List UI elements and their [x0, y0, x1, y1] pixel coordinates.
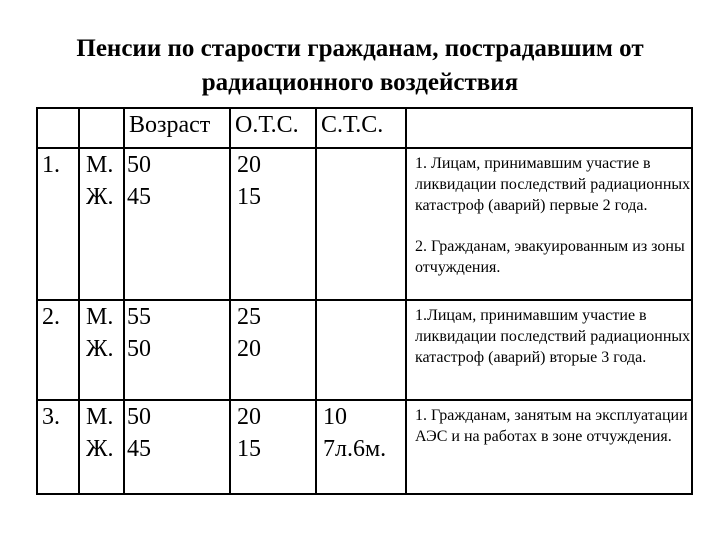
header-cell-conditions	[406, 108, 692, 148]
ots-male: 25	[237, 304, 261, 330]
ots-female: 20	[237, 336, 261, 362]
gender-female: Ж.	[86, 184, 114, 210]
condition-text: 2. Гражданам, эвакуированным из зоны отчуждения.	[415, 238, 685, 276]
table-row	[37, 300, 692, 400]
sts-value-2: 7л.6м.	[323, 436, 387, 462]
sts-cell	[316, 300, 406, 400]
row-number: 1.	[37, 148, 79, 300]
conditions-cell	[406, 148, 692, 300]
conditions-cell	[406, 300, 692, 400]
age-female: 50	[127, 336, 151, 362]
gender-male: М.	[86, 404, 114, 430]
ots-cell	[230, 148, 316, 300]
header-sts: С.Т.С.	[316, 108, 406, 148]
table-row	[37, 400, 692, 494]
ots-male: 20	[237, 404, 261, 430]
gender-cell	[79, 300, 124, 400]
gender-female: Ж.	[86, 436, 114, 462]
sts-value-1: 10	[323, 404, 347, 430]
age-male: 50	[127, 152, 151, 178]
ots-male: 20	[237, 152, 261, 178]
conditions-cell	[406, 400, 692, 494]
age-male: 55	[127, 304, 151, 330]
header-row	[37, 108, 692, 148]
title-line-2: радиационного воздействия	[201, 69, 519, 96]
age-female: 45	[127, 436, 151, 462]
gender-male: М.	[86, 304, 114, 330]
pension-table	[36, 107, 693, 495]
ots-cell	[230, 400, 316, 494]
gender-female: Ж.	[86, 336, 114, 362]
gender-cell	[79, 400, 124, 494]
ots-female: 15	[237, 436, 261, 462]
row-number: 2.	[37, 300, 79, 400]
age-cell	[124, 400, 230, 494]
ots-female: 15	[237, 184, 261, 210]
age-cell	[124, 148, 230, 300]
sts-cell	[316, 400, 406, 494]
row-number: 3.	[37, 400, 79, 494]
header-cell-num	[37, 108, 79, 148]
title-line-1: Пенсии по старости гражданам, пострадавшим от	[76, 35, 644, 62]
condition-text: 1.Лицам, принимавшим участие в ликвидации последствий радиационных катастроф (аварий) вторые 3 года.	[415, 307, 691, 366]
table-row	[37, 148, 692, 300]
ots-cell	[230, 300, 316, 400]
condition-text: 1. Лицам, принимавшим участие в ликвидации последствий радиационных катастроф (аварий) первые 2 года.	[415, 155, 691, 214]
gender-male: М.	[86, 152, 114, 178]
page-title	[0, 32, 720, 100]
age-cell	[124, 300, 230, 400]
sts-cell	[316, 148, 406, 300]
header-cell-gender	[79, 108, 124, 148]
header-ots: О.Т.С.	[230, 108, 316, 148]
age-male: 50	[127, 404, 151, 430]
header-age: Возраст	[124, 108, 230, 148]
gender-cell	[79, 148, 124, 300]
condition-text: 1. Гражданам, занятым на эксплуатации АЭС и на работах в зоне отчуждения.	[415, 407, 688, 445]
age-female: 45	[127, 184, 151, 210]
